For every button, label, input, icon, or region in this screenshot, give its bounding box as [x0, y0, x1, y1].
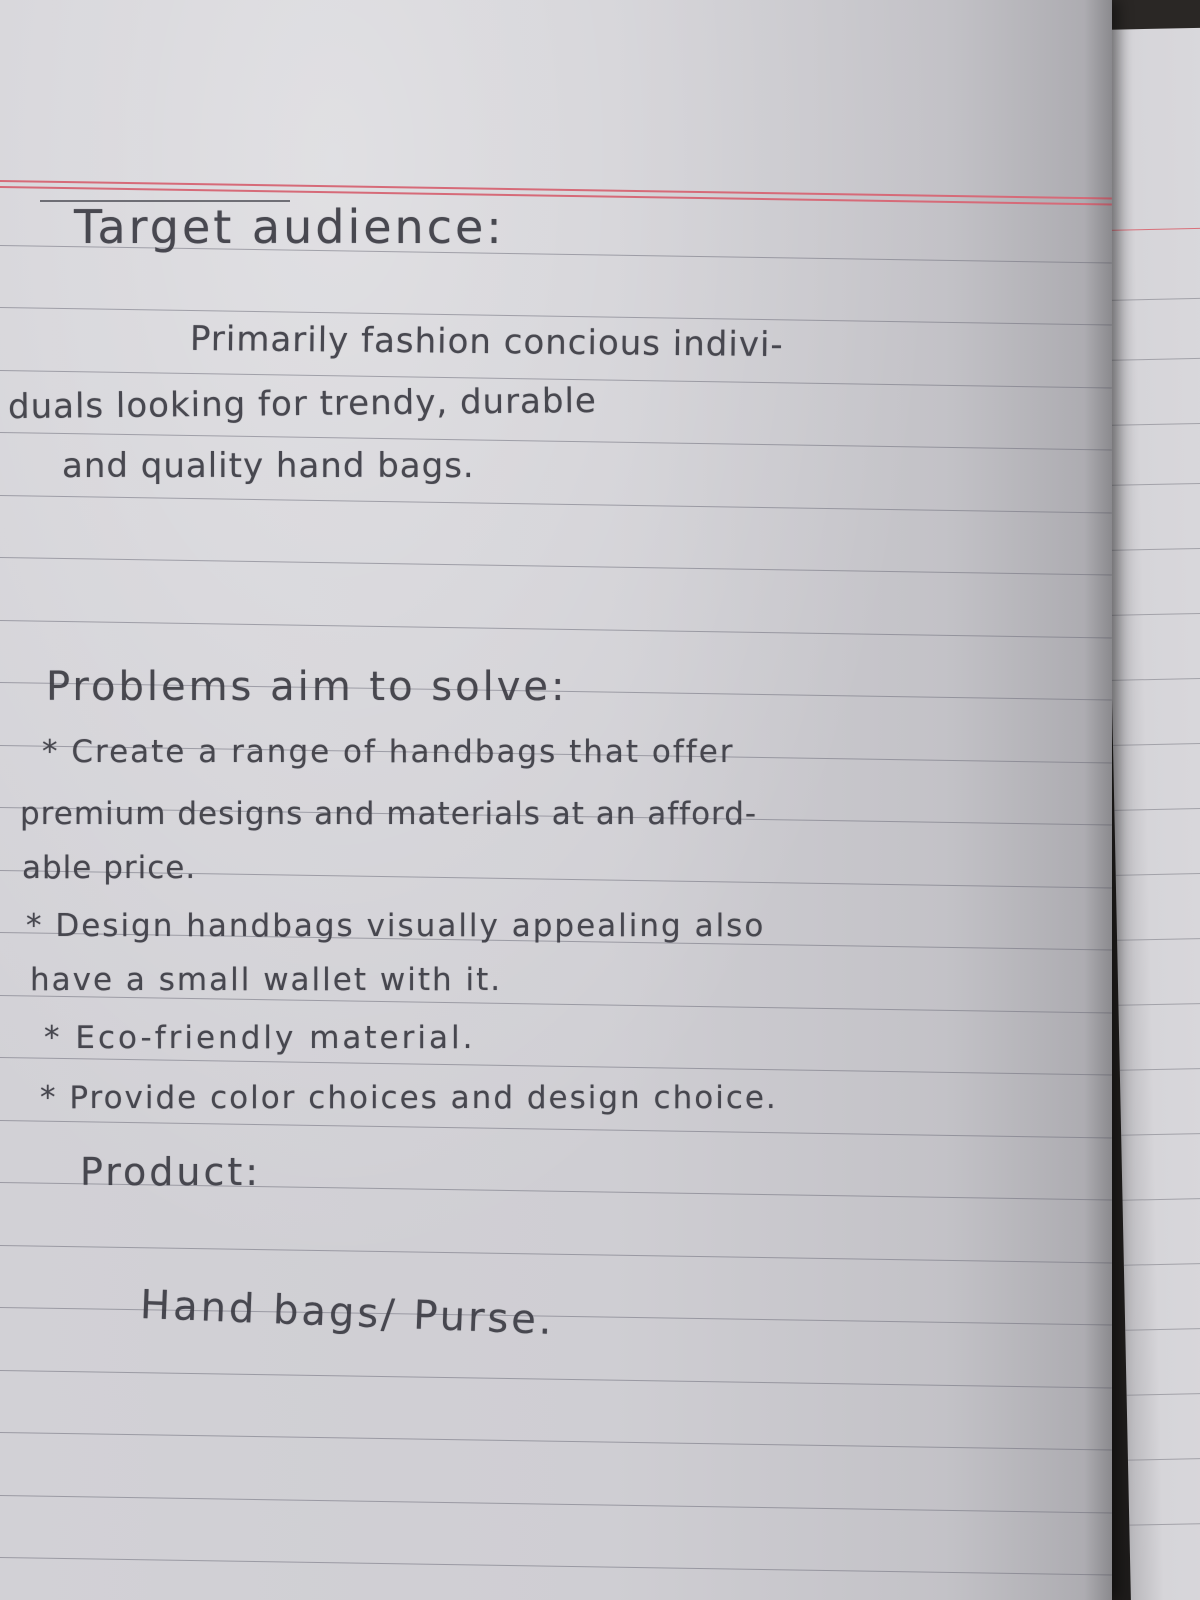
product-value: Hand bags/ Purse. — [139, 1282, 556, 1344]
ruled-line — [0, 620, 1112, 638]
problems-line-7: * Provide color choices and design choice. — [40, 1080, 778, 1116]
product-heading: Product: — [80, 1150, 262, 1194]
ruled-line — [0, 557, 1112, 575]
target-audience-heading: Target audience: — [74, 200, 505, 254]
ruled-line — [0, 1245, 1112, 1263]
problems-line-1: * Create a range of handbags that offer — [42, 734, 735, 770]
ruled-line — [0, 1557, 1112, 1575]
target-audience-line-3: and quality hand bags. — [62, 446, 475, 486]
target-audience-line-1: Primarily fashion concious indivi- — [189, 318, 784, 366]
ruled-line — [0, 1432, 1112, 1450]
facing-notebook-page — [1098, 28, 1200, 1600]
problems-line-6: * Eco-friendly material. — [44, 1020, 476, 1056]
problems-line-5: have a small wallet with it. — [30, 962, 503, 998]
problems-heading: Problems aim to solve: — [46, 664, 568, 710]
ruled-line — [0, 1370, 1112, 1388]
page-gutter-shadow — [1084, 0, 1112, 1600]
ruled-line — [0, 495, 1112, 513]
problems-line-4: * Design handbags visually appealing also — [26, 908, 766, 944]
problems-line-2: premium designs and materials at an afford- — [20, 796, 758, 832]
ruled-line — [0, 1120, 1112, 1138]
problems-line-3: able price. — [22, 850, 197, 886]
ruled-line — [0, 1495, 1112, 1513]
ruled-line — [0, 1057, 1112, 1075]
target-audience-line-2: duals looking for trendy, durable — [7, 380, 598, 428]
